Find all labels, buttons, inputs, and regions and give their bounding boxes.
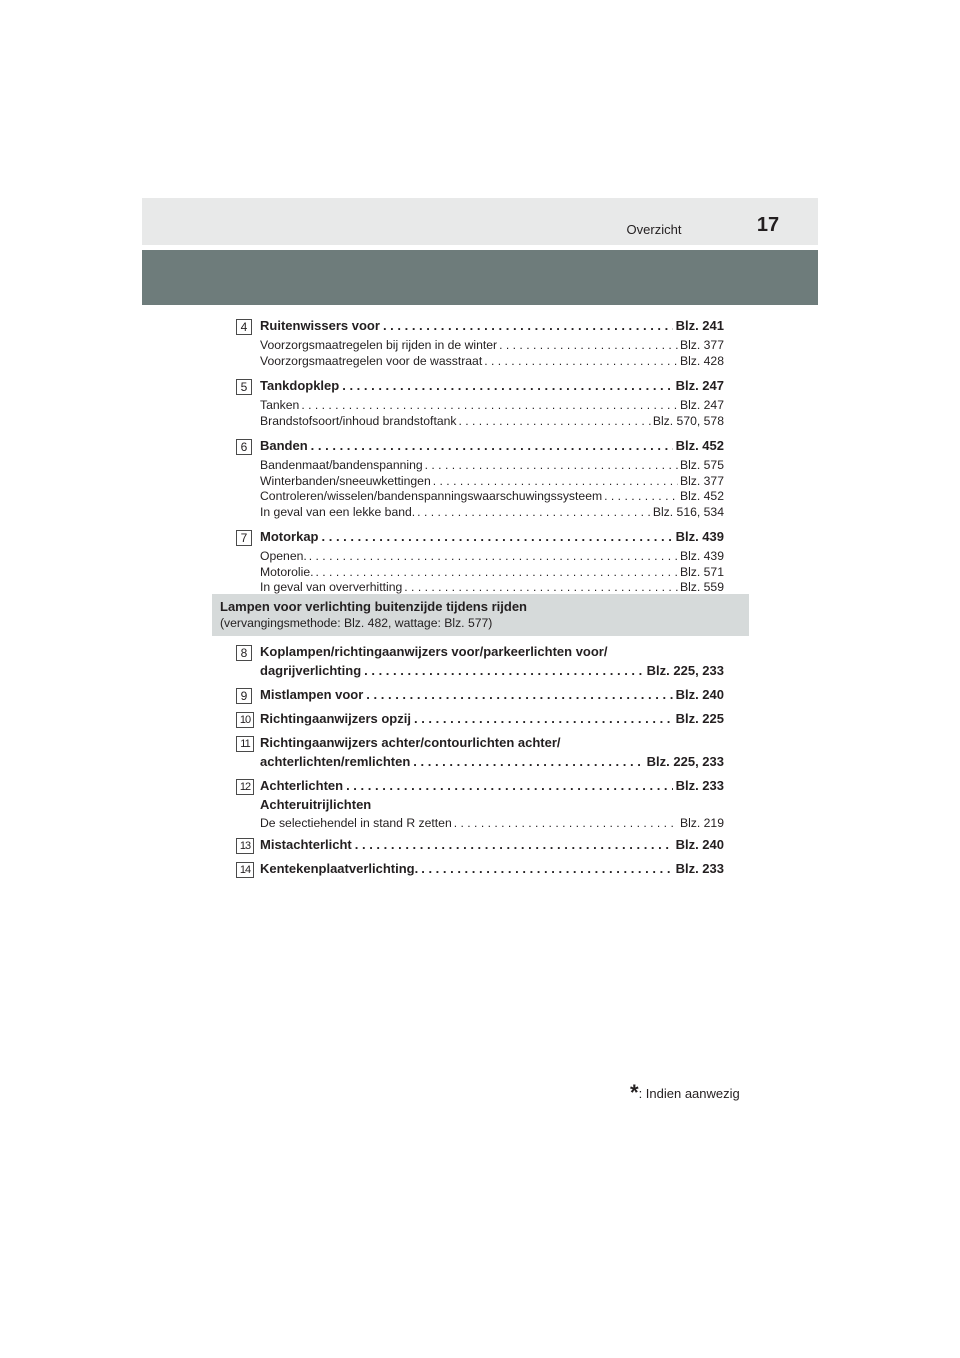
sub-entry-row[interactable] bbox=[260, 549, 724, 565]
entry-page: Blz. 233 bbox=[675, 860, 724, 876]
sub-entry-label: Brandstofsoort/inhoud brandstoftank bbox=[260, 413, 457, 428]
number-badge: 6 bbox=[236, 439, 252, 455]
page-number: 17 bbox=[756, 214, 780, 236]
leader-dots bbox=[322, 529, 673, 544]
sub-entry-page: Blz. 377 bbox=[679, 473, 724, 488]
footnote bbox=[630, 1080, 740, 1106]
leader-dots bbox=[414, 711, 673, 726]
lamp-entries bbox=[236, 644, 724, 885]
sub-entry-page: Blz. 575 bbox=[679, 458, 724, 472]
sub-entry-page: Blz. 247 bbox=[679, 398, 724, 412]
entry-row[interactable] bbox=[260, 754, 724, 773]
number-badge: 13 bbox=[236, 838, 254, 854]
section-7 bbox=[236, 529, 724, 596]
entry-extra-line bbox=[260, 797, 724, 816]
sub-entry-row[interactable] bbox=[260, 816, 724, 832]
number-badge: 9 bbox=[236, 688, 252, 704]
sub-entry-label: Tanken bbox=[260, 398, 300, 412]
entry-row[interactable] bbox=[260, 837, 724, 856]
entry-label: Achterlichten bbox=[260, 778, 344, 793]
section-5 bbox=[236, 378, 724, 429]
header-band bbox=[142, 198, 818, 245]
sub-entry-row[interactable] bbox=[260, 565, 724, 581]
leader-dots bbox=[454, 816, 678, 830]
section-9 bbox=[236, 687, 724, 706]
leader-dots bbox=[417, 505, 651, 519]
section-10 bbox=[236, 711, 724, 730]
section-13 bbox=[236, 837, 724, 856]
sub-entry-row[interactable] bbox=[260, 489, 724, 505]
sub-entry-page: Blz. 571 bbox=[679, 564, 724, 579]
leader-dots bbox=[484, 354, 678, 368]
sub-entry-page: Blz. 428 bbox=[679, 353, 724, 368]
entry-page: Blz. 240 bbox=[675, 836, 724, 852]
overview-entries bbox=[236, 318, 724, 605]
entry-label: Mistlampen voor bbox=[260, 687, 364, 702]
entry-label: Ruitenwissers voor bbox=[260, 318, 380, 333]
sub-entry-label: In geval van een lekke band. bbox=[260, 504, 416, 519]
number-badge: 10 bbox=[236, 712, 254, 728]
sub-entry-page: Blz. 452 bbox=[679, 489, 724, 503]
entry-label-line1: Richtingaanwijzers achter/contourlichten achter/ bbox=[260, 735, 561, 750]
sub-entry-page: Blz. 570, 578 bbox=[652, 413, 724, 428]
section-6 bbox=[236, 438, 724, 520]
lamp-section-subtitle: (vervangingsmethode: Blz. 482, wattage: Blz. 577) bbox=[220, 616, 493, 630]
entry-row[interactable] bbox=[260, 778, 724, 797]
leader-dots bbox=[499, 338, 678, 352]
number-badge: 8 bbox=[236, 645, 252, 661]
leader-dots bbox=[346, 778, 673, 793]
entry-row[interactable] bbox=[260, 378, 724, 397]
sub-entry-row[interactable] bbox=[260, 505, 724, 521]
entry-page: Blz. 241 bbox=[675, 318, 724, 333]
entry-page: Blz. 225 bbox=[675, 711, 724, 726]
leader-dots bbox=[355, 837, 673, 852]
entry-row[interactable] bbox=[260, 663, 724, 682]
number-badge: 14 bbox=[236, 862, 254, 878]
sub-entry-page: Blz. 559 bbox=[679, 580, 724, 594]
footnote-text: : Indien aanwezig bbox=[638, 1086, 740, 1101]
leader-dots bbox=[458, 414, 650, 428]
section-14 bbox=[236, 861, 724, 880]
leader-dots bbox=[383, 318, 673, 333]
sub-entry-row[interactable] bbox=[260, 458, 724, 474]
entry-label: Kentekenplaatverlichting. bbox=[260, 860, 419, 876]
sub-entry-label: Bandenmaat/bandenspanning bbox=[260, 458, 423, 472]
section-8 bbox=[236, 644, 724, 682]
page-header-title: Overzicht bbox=[626, 222, 682, 237]
asterisk: * bbox=[630, 1080, 639, 1105]
section-11 bbox=[236, 735, 724, 773]
entry-label: Mistachterlicht bbox=[260, 836, 352, 852]
header-dark-bar bbox=[142, 250, 818, 305]
entry-page: Blz. 233 bbox=[675, 778, 724, 793]
number-badge: 12 bbox=[236, 779, 254, 795]
entry-page: Blz. 452 bbox=[675, 438, 724, 453]
sub-entry-label: De selectiehendel in stand R zetten bbox=[260, 816, 452, 830]
entry-page: Blz. 240 bbox=[675, 687, 724, 702]
sub-entry-page: Blz. 377 bbox=[679, 338, 724, 352]
entry-page: Blz. 225, 233 bbox=[646, 663, 724, 678]
entry-first-line bbox=[260, 735, 724, 754]
number-badge: 7 bbox=[236, 530, 252, 546]
sub-entry-label: In geval van oververhitting bbox=[260, 580, 403, 594]
leader-dots bbox=[421, 861, 672, 876]
sub-entry-page: Blz. 219 bbox=[679, 816, 724, 830]
section-4 bbox=[236, 318, 724, 369]
entry-page: Blz. 247 bbox=[675, 378, 724, 393]
leader-dots bbox=[413, 754, 643, 769]
leader-dots bbox=[433, 474, 678, 488]
leader-dots bbox=[604, 489, 678, 503]
leader-dots bbox=[316, 565, 678, 579]
entry-row[interactable] bbox=[260, 687, 724, 706]
entry-label-line1: Koplampen/richtingaanwijzers voor/parkeerlichten voor/ bbox=[260, 644, 608, 659]
lamp-section-title: Lampen voor verlichting buitenzijde tijdens rijden bbox=[220, 599, 527, 614]
entry-label: Tankdopklep bbox=[260, 378, 340, 393]
sub-entry-row[interactable] bbox=[260, 398, 724, 414]
sub-entry-row[interactable] bbox=[260, 354, 724, 370]
number-badge: 11 bbox=[236, 736, 254, 752]
sub-entry-row[interactable] bbox=[260, 414, 724, 430]
sub-entry-label: Openen. bbox=[260, 549, 307, 563]
sub-entry-page: Blz. 439 bbox=[679, 549, 724, 563]
leader-dots bbox=[301, 398, 678, 412]
entry-row[interactable] bbox=[260, 318, 724, 337]
entry-label: Richtingaanwijzers opzij bbox=[260, 711, 411, 726]
entry-extra-label: Achteruitrijlichten bbox=[260, 797, 372, 812]
sub-entry-label: Controleren/wisselen/bandenspanningswaarschuwingssysteem bbox=[260, 489, 603, 503]
number-badge: 5 bbox=[236, 379, 252, 395]
sub-entry-label: Winterbanden/sneeuwkettingen bbox=[260, 473, 431, 488]
sub-entry-label: Voorzorgsmaatregelen voor de wasstraat bbox=[260, 353, 483, 368]
sub-entry-row[interactable] bbox=[260, 338, 724, 354]
entry-page: Blz. 225, 233 bbox=[646, 754, 724, 769]
entry-page: Blz. 439 bbox=[675, 529, 724, 544]
leader-dots bbox=[364, 663, 644, 678]
leader-dots bbox=[366, 687, 672, 702]
entry-label: Motorkap bbox=[260, 529, 319, 544]
leader-dots bbox=[425, 458, 678, 472]
sub-entry-page: Blz. 516, 534 bbox=[652, 504, 724, 519]
entry-first-line bbox=[260, 644, 724, 663]
lamp-section-header bbox=[212, 594, 749, 636]
leader-dots bbox=[404, 580, 678, 594]
leader-dots bbox=[311, 438, 673, 453]
entry-label: Banden bbox=[260, 438, 308, 453]
entry-label: achterlichten/remlichten bbox=[260, 754, 411, 769]
sub-entry-row[interactable] bbox=[260, 474, 724, 490]
sub-entry-label: Voorzorgsmaatregelen bij rijden in de winter bbox=[260, 338, 498, 352]
leader-dots bbox=[342, 378, 672, 393]
sub-entry-label: Motorolie. bbox=[260, 564, 314, 579]
number-badge: 4 bbox=[236, 319, 252, 335]
entry-row[interactable] bbox=[260, 861, 724, 880]
entry-row[interactable] bbox=[260, 438, 724, 457]
entry-row[interactable] bbox=[260, 529, 724, 548]
leader-dots bbox=[309, 549, 678, 563]
entry-label: dagrijverlichting bbox=[260, 663, 362, 678]
section-12 bbox=[236, 778, 724, 832]
entry-row[interactable] bbox=[260, 711, 724, 730]
